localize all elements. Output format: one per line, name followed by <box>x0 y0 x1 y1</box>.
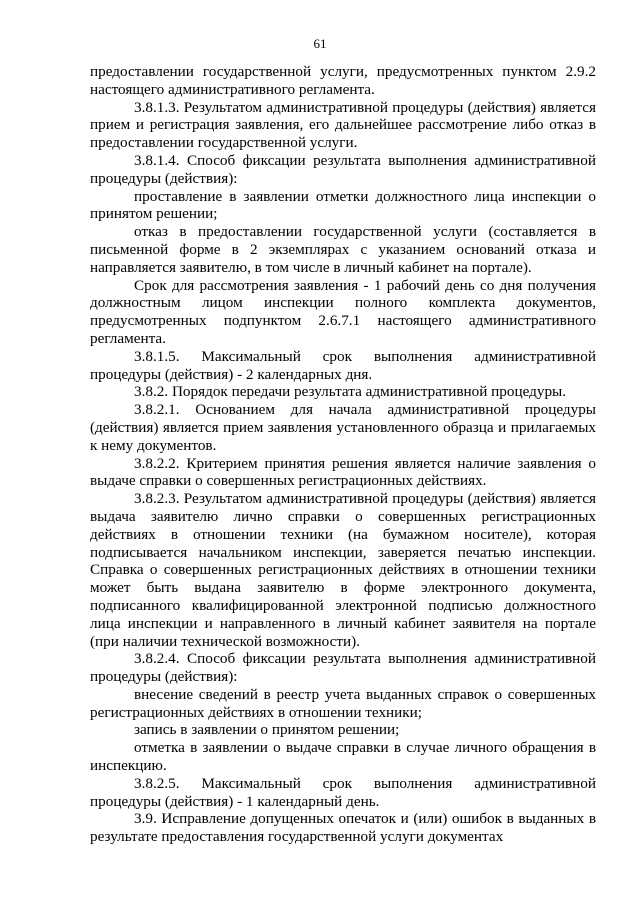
paragraph-3-8-2-3: 3.8.2.3. Результатом административной процедуры (действия) является выдача заявителю лично справки о совершенных регистрационных действиях в отношении техники (на бумажном носителе), которая подписывается начальником инспекции, заверяется печатью инспекции. Справка о совершенных регистрационных действиях в отношении техники может быть выдана заявителю в форме электронного документа, подписанного квалифицированной электронной подписью должностного лица инспекции и направленного в личный кабинет заявителя на портале (при наличии технической возможности). <box>90 490 596 650</box>
paragraph-3-8-2-2: 3.8.2.2. Критерием принятия решения является наличие заявления о выдаче справки о совершенных регистрационных действиях. <box>90 454 596 490</box>
paragraph-review-term: Срок для рассмотрения заявления - 1 рабочий день со дня получения должностным лицом инспекции полного комплекта документов, предусмотренных подпунктом 2.6.7.1 настоящего административного регламента. <box>90 276 596 347</box>
paragraph-3-8-2-4: 3.8.2.4. Способ фиксации результата выполнения административной процедуры (действия): <box>90 650 596 686</box>
document-body <box>90 63 596 846</box>
paragraph-list-item: запись в заявлении о принятом решении; <box>134 721 400 739</box>
page-number: 61 <box>313 36 327 51</box>
paragraph-list-item: отметка в заявлении о выдаче справки в случае личного обращения в инспекцию. <box>90 739 596 775</box>
paragraph-list-item: проставление в заявлении отметки должностного лица инспекции о принятом решении; <box>90 187 596 223</box>
paragraph-3-9: 3.9. Исправление допущенных опечаток и (или) ошибок в выданных в результате предоставления государственной услуги документах <box>90 810 596 846</box>
paragraph-3-8-1-5: 3.8.1.5. Максимальный срок выполнения административной процедуры (действия) - 2 календарных дня. <box>90 347 596 383</box>
paragraph-list-item: внесение сведений в реестр учета выданных справок о совершенных регистрационных действиях в отношении техники; <box>90 685 596 721</box>
paragraph-3-8-2-5: 3.8.2.5. Максимальный срок выполнения административной процедуры (действия) - 1 календарный день. <box>90 774 596 810</box>
paragraph-3-8-2: 3.8.2. Порядок передачи результата административной процедуры. <box>134 383 567 401</box>
paragraph-continuation: предоставлении государственной услуги, предусмотренных пунктом 2.9.2 настоящего административного регламента. <box>90 63 596 98</box>
paragraph-3-8-1-3: 3.8.1.3. Результатом административной процедуры (действия) является прием и регистрация заявления, его дальнейшее рассмотрение либо отказ в предоставлении государственной услуги. <box>90 98 596 152</box>
paragraph-3-8-1-4: 3.8.1.4. Способ фиксации результата выполнения административной процедуры (действия): <box>90 151 596 187</box>
paragraph-list-item: отказ в предоставлении государственной услуги (составляется в письменной форме в 2 экземплярах с указанием оснований отказа и направляется заявителю, в том числе в личный кабинет на портале). <box>90 223 596 276</box>
paragraph-3-8-2-1: 3.8.2.1. Основанием для начала административной процедуры (действия) является прием заявления установленного образца и прилагаемых к нему документов. <box>90 401 596 454</box>
